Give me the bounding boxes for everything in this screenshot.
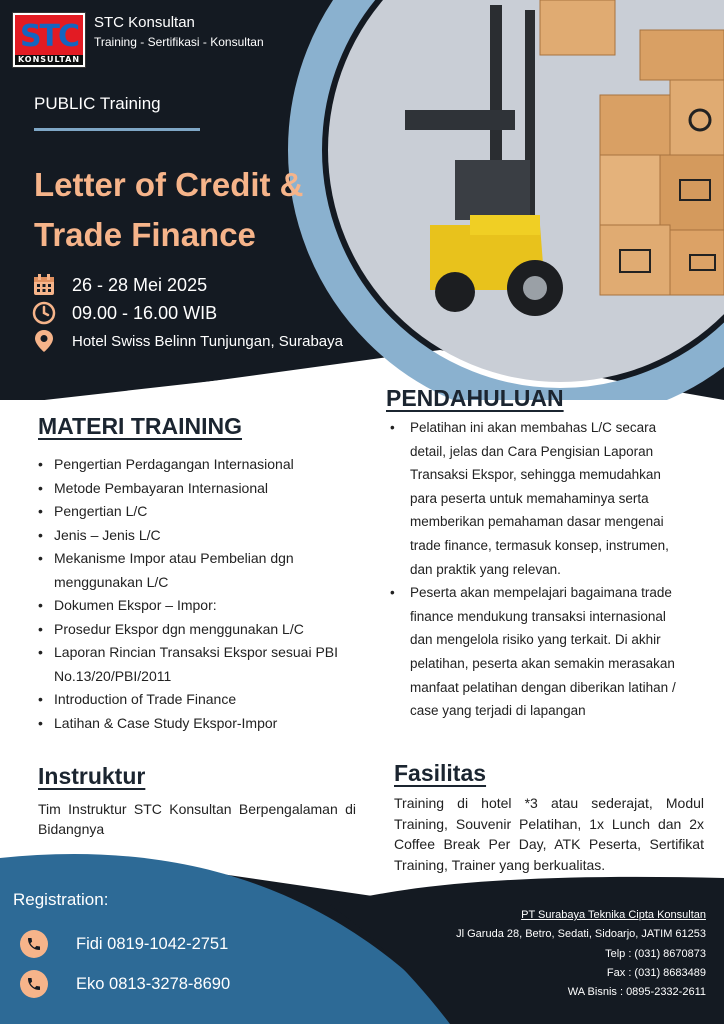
title-line-2: Trade Finance: [34, 216, 256, 253]
list-item: • Latihan & Case Study Ekspor-Impor: [38, 712, 358, 736]
event-date-row: [32, 273, 207, 297]
instruktur-text: Tim Instruktur STC Konsultan Berpengalaman di Bidangnya: [38, 801, 356, 837]
brand-tagline: Training - Sertifikasi - Konsultan: [94, 35, 264, 49]
title-line-1: Letter of Credit &: [34, 166, 304, 203]
phone-icon: [20, 930, 48, 958]
company-address: Jl Garuda 28, Betro, Sedati, Sidoarjo, JATIM 61253: [456, 928, 706, 940]
event-venue: Hotel Swiss Belinn Tunjungan, Surabaya: [72, 332, 343, 350]
instruktur-heading: Instruktur: [38, 763, 146, 789]
clock-icon: [32, 301, 56, 325]
list-item: • Prosedur Ekspor dgn menggunakan L/C: [38, 618, 358, 642]
list-item: • Mekanisme Impor atau Pembelian dgn menggunakan L/C: [38, 547, 358, 594]
company-telp: Telp : (031) 8670873: [605, 948, 706, 960]
registration-label: Registration:: [13, 890, 109, 909]
fasilitas-heading: Fasilitas: [394, 760, 487, 786]
fasilitas-text: Training di hotel *3 atau sederajat, Modul Training, Souvenir Pelatihan, 1x Lunch dan 2x Coffee Break Per Day, ATK Peserta, Sertifikat Training, Trainer yang berkualitas.: [394, 795, 704, 873]
logo-subtext: KONSULTAN: [15, 55, 83, 65]
public-training-label: PUBLIC Training: [34, 94, 161, 113]
event-time-row: [32, 301, 217, 325]
contact-phone: Fidi 0819-1042-2751: [76, 934, 229, 953]
list-item: • Pengertian Perdagangan Internasional: [38, 453, 358, 477]
company-name[interactable]: PT Surabaya Teknika Cipta Konsultan: [521, 909, 706, 921]
list-item: • Pengertian L/C: [38, 500, 358, 524]
contact-phone: Eko 0813-3278-8690: [76, 974, 231, 993]
label-underline: [34, 128, 200, 131]
page-title: [34, 160, 304, 260]
phone-icon: [20, 970, 48, 998]
event-time: 09.00 - 16.00 WIB: [72, 302, 218, 323]
logo-red-panel: [15, 15, 83, 55]
calendar-icon: [32, 273, 56, 297]
materi-list: [38, 453, 358, 735]
event-venue-row: [32, 329, 343, 353]
materi-heading: MATERI TRAINING: [38, 413, 243, 439]
location-pin-icon: [32, 329, 56, 353]
contact-row[interactable]: [20, 970, 230, 998]
pendahuluan-heading: PENDAHULUAN: [386, 385, 564, 411]
list-item: • Jenis – Jenis L/C: [38, 524, 358, 548]
contact-row[interactable]: [20, 930, 228, 958]
list-item: • Laporan Rincian Transaksi Ekspor sesuai PBI No.13/20/PBI/2011: [38, 641, 358, 688]
list-item: • Pelatihan ini akan membahas L/C secara detail, jelas dan Cara Pengisian Laporan Transaksi Ekspor, sehingga memudahkan para peserta untuk memahaminya serta memberikan pemahaman dasar mengenai trade finance, termasuk konsep, instrumen, dan praktik yang relevan.: [386, 416, 686, 581]
company-wa: WA Bisnis : 0895-2332-2611: [567, 986, 706, 998]
logo-letters: STC: [19, 19, 79, 54]
event-date: 26 - 28 Mei 2025: [72, 274, 208, 295]
list-item: • Introduction of Trade Finance: [38, 688, 358, 712]
company-fax: Fax : (031) 8683489: [606, 967, 706, 979]
pendahuluan-list: [386, 416, 686, 723]
list-item: • Metode Pembayaran Internasional: [38, 477, 358, 501]
list-item: • Dokumen Ekspor – Impor:: [38, 594, 358, 618]
company-logo: [12, 12, 86, 68]
brand-name: STC Konsultan: [94, 14, 195, 31]
list-item: • Peserta akan mempelajari bagaimana trade finance mendukung transaksi internasional dan mengelola risiko yang terkait. Di akhir pelatihan, peserta akan semakin merasakan manfaat pelatihan dengan diberikan latihan / case yang terjadi di lapangan: [386, 581, 686, 723]
